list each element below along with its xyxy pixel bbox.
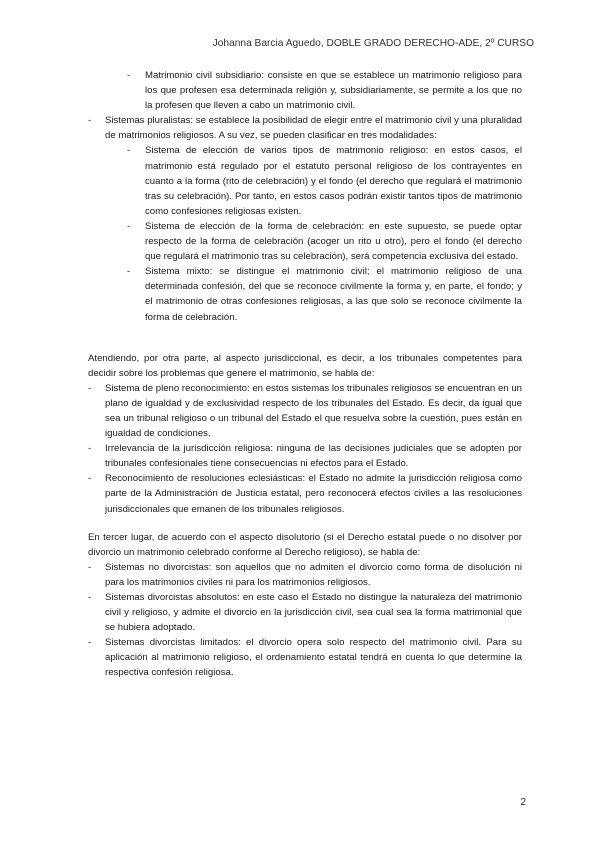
bullet-dash: - xyxy=(127,266,131,278)
bullet-dash: - xyxy=(88,561,92,573)
list-item-text: Sistema mixto: se distingue el matrimonio civil; el matrimonio religioso de una determinada confesión, del que se reconoce civilmente la forma y, en parte, el fondo; y el matrimonio de otras confesiones religiosas, a las que solo se reconoce civilmente la forma de celebración. xyxy=(145,266,522,323)
list-item xyxy=(127,219,522,264)
list-item xyxy=(127,143,522,218)
bullet-dash: - xyxy=(88,473,92,485)
page-number: 2 xyxy=(520,797,526,808)
list-item-text: Irrelevancia de la jurisdicción religiosa: ninguna de las decisiones judiciales que se adopten por tribunales confesionales tiene consecuencias ni efectos para el Estado. xyxy=(105,443,522,470)
page-header: Johanna Barcia Aguedo, DOBLE GRADO DERECHO-ADE, 2º CURSO xyxy=(212,38,534,49)
list-item-text: Sistema de pleno reconocimiento: en estos sistemas los tribunales religiosos se encuentran en un plano de igualdad y de exclusividad respecto de los tribunales del Estado. Es decir, da igual que sea un tribunal religioso o un tribunal del Estado el que resuelva sobre la cuestión, pues están en igualdad de condiciones. xyxy=(105,382,522,440)
list-item-text: Sistemas no divorcistas: son aquellos que no admiten el divorcio como forma de disolución ni para los matrimonios civiles ni para los matrimonios religiosos. xyxy=(105,561,522,588)
list-item xyxy=(88,560,522,590)
bullet-dash: - xyxy=(88,115,92,127)
list-item xyxy=(88,441,522,471)
list-item-text: Sistemas pluralistas: se establece la posibilidad de elegir entre el matrimonio civil y una pluralidad de matrimonios religiosos. A su vez, se pueden clasificar en tres modalidades: xyxy=(105,115,522,142)
list-item-text: Reconocimiento de resoluciones eclesiásticas: el Estado no admite la jurisdicción religiosa como parte de la Administración de Justicia estatal, pero reconocerá efectos civiles a las resoluciones jurisdiccionales que emanen de los tribunales religiosos. xyxy=(105,473,522,515)
bullet-dash: - xyxy=(88,443,92,455)
list-item-text: Sistema de elección de la forma de celebración: en este supuesto, se puede optar respecto de la forma de celebración (acoger un rito u otro), pero el fondo (el derecho que regulará el matrimonio tras su celebración), será competencia exclusiva del estado. xyxy=(145,220,522,263)
list-item xyxy=(127,264,522,324)
list-item-text: Sistemas divorcistas limitados: el divorcio opera solo respecto del matrimonio civil. Para su aplicación al matrimonio religioso, el ordenamiento estatal tendrá en cuenta lo que determine la respectiva confesión religiosa. xyxy=(105,637,522,679)
list-item-text: Sistemas divorcistas absolutos: en este caso el Estado no distingue la naturaleza del matrimonio civil y religioso, y admite el divorcio en la jurisdicción civil, sea cual sea la forma matrimonial que se hubiera adoptado. xyxy=(105,592,522,634)
list-item xyxy=(88,471,522,516)
document-body xyxy=(0,68,600,681)
bullet-dash: - xyxy=(127,145,131,157)
list-item-text: Matrimonio civil subsidiario: consiste en que se establece un matrimonio religioso para los que profesen esa determinada religión y, subsidiariamente, se permite a los que no la profesen que lleven a cabo un matrimonio civil. xyxy=(145,70,522,112)
list-item xyxy=(88,590,522,635)
bullet-dash: - xyxy=(88,382,92,394)
list-item xyxy=(127,68,522,113)
list-item xyxy=(88,381,522,441)
bullet-dash: - xyxy=(88,592,92,603)
list-item xyxy=(88,635,522,680)
jurisdiction-intro: Atendiendo, por otra parte, al aspecto jurisdiccional, es decir, a los tribunales competentes para decidir sobre los problemas que genere el matrimonio, se habla de: xyxy=(88,352,522,379)
list-item xyxy=(88,113,522,143)
bullet-dash: - xyxy=(88,637,92,649)
bullet-dash: - xyxy=(127,70,131,81)
list-item-text: Sistema de elección de varios tipos de matrimonio religioso: en estos casos, el matrimonio está regulado por el estatuto personal religioso de los contrayentes en cuanto a la forma (rito de celebración) y el fondo (el derecho que regulará el matrimonio tras su celebración). Por tanto, en estos casos podrán existir tantos tipos de matrimonio como confesiones religiosas existen. xyxy=(145,145,522,217)
dissolution-intro: En tercer lugar, de acuerdo con el aspecto disolutorio (si el Derecho estatal puede o no disolver por divorcio un matrimonio celebrado conforme al Derecho religioso), se habla de: xyxy=(88,531,522,558)
bullet-dash: - xyxy=(127,220,131,232)
